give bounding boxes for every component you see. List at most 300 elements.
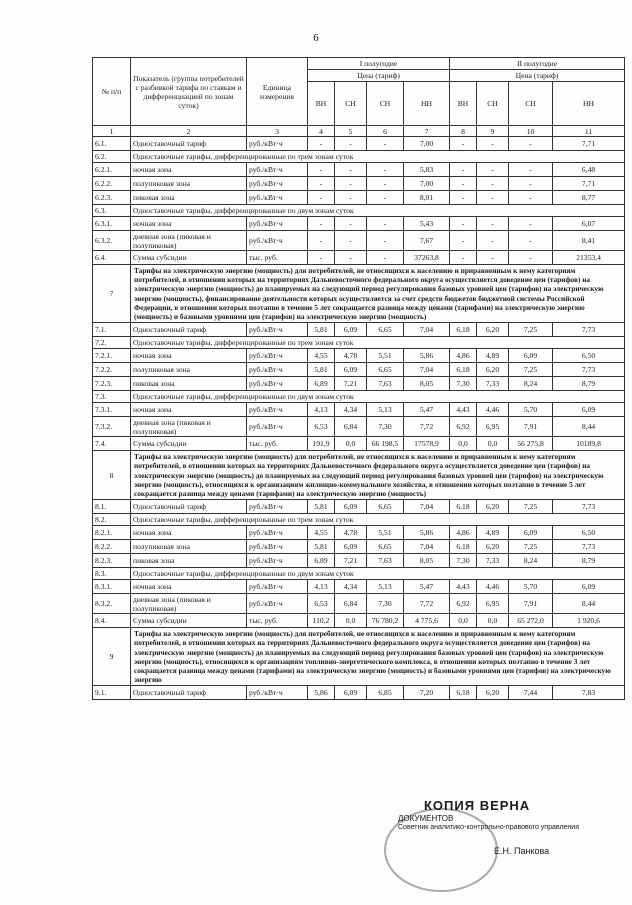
row-number: 8.1. — [93, 500, 131, 514]
table-row — [93, 163, 625, 177]
row-value: 6,65 — [367, 540, 404, 554]
row-value: - — [335, 177, 367, 191]
row-value: 0,0 — [477, 614, 509, 628]
row-unit: руб./кВт·ч — [247, 177, 308, 191]
row-name: ночная зона — [131, 580, 247, 594]
row-value: 5,81 — [308, 540, 335, 554]
row-value: 7,25 — [509, 363, 553, 377]
row-value: - — [509, 137, 553, 151]
row-value: - — [308, 137, 335, 151]
row-value: - — [308, 231, 335, 251]
row-name: пиковая зона — [131, 377, 247, 391]
row-value: 191,9 — [308, 437, 335, 451]
header-colnum-3: 3 — [247, 126, 308, 137]
row-value: 6,09 — [335, 540, 367, 554]
header-level-7: СН — [509, 82, 553, 126]
row-name: полупиковая зона — [131, 177, 247, 191]
row-name: Сумма субсидии — [131, 614, 247, 628]
row-value: 4,43 — [450, 403, 477, 417]
row-value: 4,46 — [477, 403, 509, 417]
header-colnum-11: 11 — [553, 126, 625, 137]
row-value: 4,78 — [335, 526, 367, 540]
row-value: 7,25 — [509, 323, 553, 337]
row-unit: руб./кВт·ч — [247, 163, 308, 177]
certification-stamp — [394, 798, 624, 898]
row-number: 7.2. — [93, 337, 131, 349]
table-row — [93, 526, 625, 540]
stamp-title: КОПИЯ ВЕРНА — [424, 798, 531, 813]
row-value: 5,86 — [404, 349, 450, 363]
row-unit: руб./кВт·ч — [247, 540, 308, 554]
row-number: 8.2. — [93, 514, 131, 526]
row-value: - — [477, 177, 509, 191]
row-unit: руб./кВт·ч — [247, 403, 308, 417]
section-label: Одноставочные тарифы, дифференцированные по трем зонам суток — [131, 337, 625, 349]
row-name: полупиковая зона — [131, 540, 247, 554]
section-row — [93, 391, 625, 403]
row-unit: руб./кВт·ч — [247, 554, 308, 568]
row-number: 7.4. — [93, 437, 131, 451]
row-value: 5,13 — [367, 403, 404, 417]
row-value: 17578,9 — [404, 437, 450, 451]
row-value: - — [477, 137, 509, 151]
row-value: - — [509, 177, 553, 191]
row-value: 6,20 — [477, 363, 509, 377]
row-number: 9 — [93, 628, 131, 686]
header-colnum-5: 5 — [335, 126, 367, 137]
row-value: 7,30 — [450, 377, 477, 391]
row-value: 7,30 — [450, 554, 477, 568]
row-value: - — [308, 217, 335, 231]
row-value: 5,51 — [367, 349, 404, 363]
row-value: - — [477, 163, 509, 177]
table-row — [93, 437, 625, 451]
row-value: 7,71 — [553, 177, 625, 191]
row-value: - — [308, 177, 335, 191]
row-value: 6,53 — [308, 594, 335, 614]
header-colnum-8: 8 — [450, 126, 477, 137]
header-colnum-2: 2 — [131, 126, 247, 137]
row-name: Одноставочный тариф — [131, 500, 247, 514]
row-value: 6,50 — [553, 349, 625, 363]
row-value: 4,46 — [477, 580, 509, 594]
row-value: 65 272,0 — [509, 614, 553, 628]
row-value: - — [367, 177, 404, 191]
row-value: 7,72 — [404, 594, 450, 614]
row-value: 5,47 — [404, 580, 450, 594]
table-row — [93, 231, 625, 251]
row-value: 5,13 — [367, 580, 404, 594]
header-indicator: Показатель (группы потребителей с разбивкой тарифа по ставкам и дифференциацией по зонам суток) — [131, 58, 247, 126]
row-value: 8,41 — [553, 231, 625, 251]
header-num: № п/п — [93, 58, 131, 126]
row-name: дневная зона (пиковая и полупиковая) — [131, 417, 247, 437]
row-value: 7,00 — [404, 177, 450, 191]
row-unit: руб./кВт·ч — [247, 137, 308, 151]
header-colnum-10: 10 — [509, 126, 553, 137]
row-value: - — [450, 251, 477, 265]
header-price-2: Цена (тариф) — [450, 70, 625, 82]
row-value: 7,73 — [553, 540, 625, 554]
row-unit: тыс. руб. — [247, 437, 308, 451]
row-value: 5,81 — [308, 363, 335, 377]
header-col-numbers — [93, 126, 625, 137]
row-value: 7,04 — [404, 323, 450, 337]
row-value: 8,24 — [509, 377, 553, 391]
table-row — [93, 191, 625, 205]
row-unit: руб./кВт·ч — [247, 363, 308, 377]
row-value: 8,05 — [404, 377, 450, 391]
row-number: 6.3.2. — [93, 231, 131, 251]
row-number: 8 — [93, 451, 131, 500]
row-number: 8.2.3. — [93, 554, 131, 568]
table-row — [93, 614, 625, 628]
row-value: 7,71 — [553, 137, 625, 151]
row-number: 6.2.3. — [93, 191, 131, 205]
row-value: 37263,8 — [404, 251, 450, 265]
row-unit: руб./кВт·ч — [247, 191, 308, 205]
header-colnum-1: 1 — [93, 126, 131, 137]
row-unit: руб./кВт·ч — [247, 526, 308, 540]
row-value: 8,44 — [553, 594, 625, 614]
row-number: 7.3.1. — [93, 403, 131, 417]
row-value: 6,09 — [335, 686, 367, 700]
row-name: дневная зона (пиковая и полупиковая) — [131, 231, 247, 251]
row-value: 6,65 — [367, 323, 404, 337]
row-value: 6,09 — [335, 363, 367, 377]
row-value: 4 775,6 — [404, 614, 450, 628]
note-row — [93, 265, 625, 323]
row-value: 6,92 — [450, 417, 477, 437]
row-value: 6,18 — [450, 363, 477, 377]
row-unit: руб./кВт·ч — [247, 594, 308, 614]
row-value: 56 275,8 — [509, 437, 553, 451]
row-value: 6,20 — [477, 323, 509, 337]
table-row — [93, 251, 625, 265]
row-value: 7,63 — [367, 554, 404, 568]
row-value: 8,24 — [509, 554, 553, 568]
row-value: 4,13 — [308, 403, 335, 417]
row-value: 7,44 — [509, 686, 553, 700]
row-unit: руб./кВт·ч — [247, 500, 308, 514]
row-value: 5,86 — [308, 686, 335, 700]
section-row — [93, 337, 625, 349]
row-value: 7,91 — [509, 417, 553, 437]
row-value: - — [477, 217, 509, 231]
row-number: 8.3. — [93, 568, 131, 580]
row-value: - — [477, 191, 509, 205]
header-colnum-4: 4 — [308, 126, 335, 137]
row-unit: руб./кВт·ч — [247, 231, 308, 251]
row-value: 7,20 — [404, 686, 450, 700]
section-label: Одноставочные тарифы, дифференцированные по двум зонам суток — [131, 205, 625, 217]
row-value: - — [367, 163, 404, 177]
row-value: - — [335, 191, 367, 205]
row-number: 7.2.1. — [93, 349, 131, 363]
row-value: 6,09 — [553, 580, 625, 594]
row-value: 6,53 — [308, 417, 335, 437]
row-value: - — [450, 137, 477, 151]
row-value: 7,33 — [477, 377, 509, 391]
row-value: 7,21 — [335, 554, 367, 568]
row-name: ночная зона — [131, 403, 247, 417]
row-value: 7,00 — [404, 137, 450, 151]
table-row — [93, 403, 625, 417]
row-value: 8,77 — [553, 191, 625, 205]
row-name: пиковая зона — [131, 554, 247, 568]
row-value: 6,92 — [450, 594, 477, 614]
header-colnum-7: 7 — [404, 126, 450, 137]
header-level-8: НН — [553, 82, 625, 126]
row-name: Сумма субсидии — [131, 437, 247, 451]
row-value: - — [450, 191, 477, 205]
row-value: 7,25 — [509, 500, 553, 514]
table-row — [93, 137, 625, 151]
row-value: 6,48 — [553, 163, 625, 177]
row-value: 6,89 — [308, 377, 335, 391]
row-number: 6.2.2. — [93, 177, 131, 191]
row-number: 8.3.1. — [93, 580, 131, 594]
row-value: 6,65 — [367, 500, 404, 514]
row-value: 0,0 — [335, 437, 367, 451]
table-row — [93, 540, 625, 554]
row-value: - — [509, 251, 553, 265]
row-value: 7,73 — [553, 323, 625, 337]
row-value: 6,20 — [477, 500, 509, 514]
row-value: - — [335, 137, 367, 151]
header-unit: Единица измерения — [247, 58, 308, 126]
note-text: Тарифы на электрическую энергию (мощность) для потребителей, не относящихся к населению и приравненным к нему категориям потребителей, в отношении которых на территориях Дальневосточного федерального округа осуществляется доведение цен (тарифов) на электрическую энергию (мощность) до планируемых на следующий период регулирования базовых уровней цен (тарифов) на электрическую энергию (мощность), относящихся к организациям топливно-энергетического комплекса, в отношении которых поэтапно в течение 3 лет сокращается разница между ценами (тарифами) на электрическую энергию (мощность) и базовыми уровнями цен (тарифов) на электрическую энергию — [131, 628, 625, 686]
row-value: 7,72 — [404, 417, 450, 437]
row-value: 6,50 — [553, 526, 625, 540]
row-value: - — [367, 137, 404, 151]
note-row — [93, 628, 625, 686]
row-name: дневная зона (пиковая и полупиковая) — [131, 594, 247, 614]
stamp-position: Советник аналитико-контрольно-правового управления — [398, 824, 579, 831]
row-value: - — [308, 191, 335, 205]
row-value: 0,0 — [450, 437, 477, 451]
table-row — [93, 594, 625, 614]
row-unit: руб./кВт·ч — [247, 377, 308, 391]
row-value: 4,78 — [335, 349, 367, 363]
row-value: - — [450, 163, 477, 177]
stamp-signer: Е.Н. Панкова — [494, 846, 550, 856]
row-name: Одноставочный тариф — [131, 137, 247, 151]
table-row — [93, 363, 625, 377]
row-value: 7,63 — [367, 377, 404, 391]
row-number: 6.2.1. — [93, 163, 131, 177]
row-value: 6,95 — [477, 594, 509, 614]
page-number: 6 — [313, 32, 319, 44]
table-row — [93, 554, 625, 568]
row-number: 6.3. — [93, 205, 131, 217]
row-value: 7,04 — [404, 363, 450, 377]
row-value: 5,86 — [404, 526, 450, 540]
row-number: 7.2.3. — [93, 377, 131, 391]
row-value: 4,13 — [308, 580, 335, 594]
row-value: - — [367, 231, 404, 251]
row-value: 7,21 — [335, 377, 367, 391]
row-value: - — [367, 251, 404, 265]
header-level-1: ВН — [308, 82, 335, 126]
row-value: 7,25 — [509, 540, 553, 554]
row-value: 5,51 — [367, 526, 404, 540]
note-row — [93, 451, 625, 500]
header-half2: II полугодие — [450, 58, 625, 70]
header-colnum-6: 6 — [367, 126, 404, 137]
row-unit: руб./кВт·ч — [247, 217, 308, 231]
row-name: Сумма субсидии — [131, 251, 247, 265]
row-value: 7,67 — [404, 231, 450, 251]
row-value: 8,05 — [404, 554, 450, 568]
row-value: 6,20 — [477, 540, 509, 554]
row-name: полупиковая зона — [131, 363, 247, 377]
table-row — [93, 580, 625, 594]
row-value: 4,89 — [477, 526, 509, 540]
row-value: 6,09 — [335, 323, 367, 337]
row-value: 76 780,2 — [367, 614, 404, 628]
row-value: 6,18 — [450, 323, 477, 337]
row-value: - — [450, 231, 477, 251]
row-value: 7,73 — [553, 500, 625, 514]
row-value: - — [367, 217, 404, 231]
row-value: 6,07 — [553, 217, 625, 231]
row-value: 6,18 — [450, 540, 477, 554]
row-value: - — [308, 251, 335, 265]
row-value: 4,34 — [335, 580, 367, 594]
row-value: - — [477, 251, 509, 265]
row-value: 6,65 — [367, 363, 404, 377]
row-value: 21353,4 — [553, 251, 625, 265]
row-value: - — [509, 163, 553, 177]
row-value: 8,79 — [553, 554, 625, 568]
row-value: 0,0 — [450, 614, 477, 628]
row-value: - — [335, 217, 367, 231]
section-row — [93, 151, 625, 163]
row-value: 6,09 — [509, 526, 553, 540]
row-number: 8.2.2. — [93, 540, 131, 554]
row-number: 7 — [93, 265, 131, 323]
table-row — [93, 417, 625, 437]
table-row — [93, 323, 625, 337]
row-unit: руб./кВт·ч — [247, 686, 308, 700]
row-value: 6,09 — [335, 500, 367, 514]
row-value: 6,84 — [335, 594, 367, 614]
row-unit: руб./кВт·ч — [247, 417, 308, 437]
row-name: Одноставочный тариф — [131, 686, 247, 700]
row-value: 8,79 — [553, 377, 625, 391]
row-unit: руб./кВт·ч — [247, 580, 308, 594]
row-value: 8,01 — [404, 191, 450, 205]
header-colnum-9: 9 — [477, 126, 509, 137]
row-value: 7,30 — [367, 594, 404, 614]
row-number: 7.3.2. — [93, 417, 131, 437]
row-number: 6.1. — [93, 137, 131, 151]
row-value: 5,70 — [509, 580, 553, 594]
row-value: - — [509, 191, 553, 205]
row-unit: тыс. руб. — [247, 251, 308, 265]
header-level-3: СН — [367, 82, 404, 126]
row-value: - — [450, 177, 477, 191]
table-row — [93, 349, 625, 363]
row-name: ночная зона — [131, 526, 247, 540]
stamp-line1: ДОКУМЕНТОВ — [398, 814, 454, 823]
row-unit: руб./кВт·ч — [247, 349, 308, 363]
row-value: - — [308, 163, 335, 177]
row-value: 7,33 — [477, 554, 509, 568]
row-value: 7,73 — [553, 363, 625, 377]
header-level-4: НН — [404, 82, 450, 126]
row-value: 6,20 — [477, 686, 509, 700]
row-value: 4,34 — [335, 403, 367, 417]
section-label: Одноставочные тарифы, дифференцированные по двум зонам суток — [131, 568, 625, 580]
row-value: - — [450, 217, 477, 231]
row-value: 5,47 — [404, 403, 450, 417]
row-value: - — [509, 217, 553, 231]
row-value: 7,04 — [404, 540, 450, 554]
table-row — [93, 177, 625, 191]
section-row — [93, 205, 625, 217]
note-text: Тарифы на электрическую энергию (мощность) для потребителей, не относящихся к населению и приравненным к нему категориям потребителей, в отношении которых на территориях Дальневосточного федерального округа осуществляется доведение цен (тарифов) на электрическую энергию (мощность) до планируемых на следующий период регулирования базовых уровней цен (тарифов) на электрическую энергию (мощность), финансирование деятельности которых осуществляется за счет средств бюджетов бюджетной системы Российской Федерации, в отношении которых поэтапно в течение 5 лет сокращается разница между ценами (тарифами) на электрическую энергию (мощность) и базовыми уровнями цен (тарифов) на электрическую энергию (мощность) — [131, 265, 625, 323]
row-value: - — [335, 163, 367, 177]
row-value: 0,0 — [335, 614, 367, 628]
row-unit: руб./кВт·ч — [247, 323, 308, 337]
row-number: 9.1. — [93, 686, 131, 700]
row-value: 7,04 — [404, 500, 450, 514]
row-value: 6,09 — [509, 349, 553, 363]
row-value: 0,0 — [477, 437, 509, 451]
header-half1: I полугодие — [308, 58, 450, 70]
row-number: 7.3. — [93, 391, 131, 403]
header-level-2: СН — [335, 82, 367, 126]
row-value: 7,30 — [367, 417, 404, 437]
row-value: 5,43 — [404, 217, 450, 231]
row-number: 7.1. — [93, 323, 131, 337]
table-row — [93, 500, 625, 514]
header-level-6: СН — [477, 82, 509, 126]
row-value: 6,95 — [477, 417, 509, 437]
table-row — [93, 377, 625, 391]
row-value: 4,55 — [308, 526, 335, 540]
row-value: 4,86 — [450, 349, 477, 363]
row-value: 5,70 — [509, 403, 553, 417]
row-value: 6,18 — [450, 500, 477, 514]
row-value: 7,91 — [509, 594, 553, 614]
header-level-5: ВН — [450, 82, 477, 126]
row-unit: тыс. руб. — [247, 614, 308, 628]
row-value: 6,85 — [367, 686, 404, 700]
header-price-1: Цена (тариф) — [308, 70, 450, 82]
row-number: 8.4. — [93, 614, 131, 628]
tariff-table — [92, 57, 625, 700]
row-number: 6.2. — [93, 151, 131, 163]
table-row — [93, 686, 625, 700]
row-value: 66 198,5 — [367, 437, 404, 451]
row-value: 6,89 — [308, 554, 335, 568]
row-number: 8.3.2. — [93, 594, 131, 614]
row-value: 4,89 — [477, 349, 509, 363]
row-value: 5,83 — [404, 163, 450, 177]
row-value: 6,18 — [450, 686, 477, 700]
row-value: - — [367, 191, 404, 205]
row-number: 6.3.1. — [93, 217, 131, 231]
row-name: ночная зона — [131, 349, 247, 363]
row-name: Одноставочный тариф — [131, 323, 247, 337]
row-value: 7,83 — [553, 686, 625, 700]
row-value: 8,44 — [553, 417, 625, 437]
section-label: Одноставочные тарифы, дифференцированные по трем зонам суток — [131, 514, 625, 526]
row-name: пиковая зона — [131, 191, 247, 205]
